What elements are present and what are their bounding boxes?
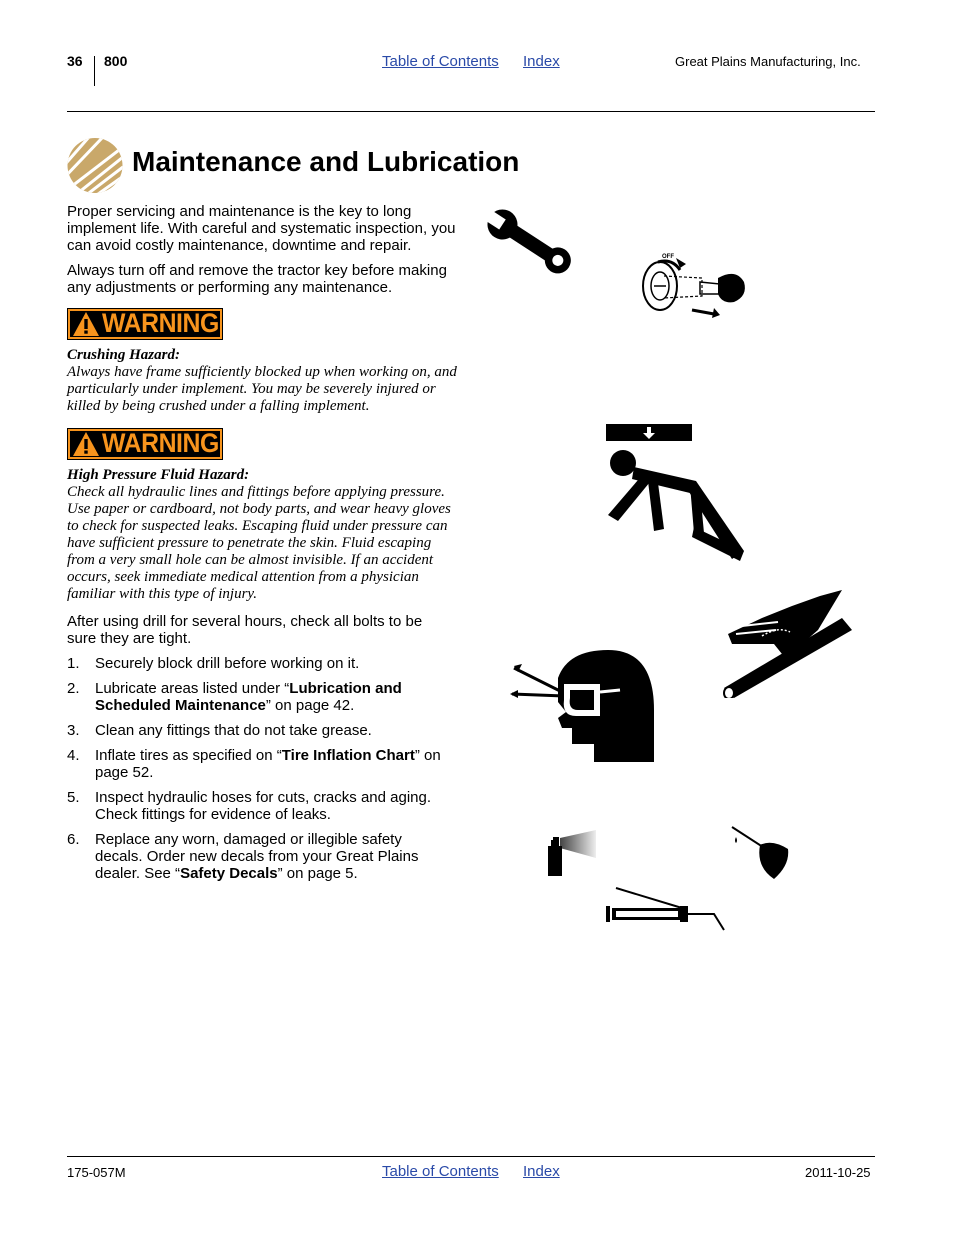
warning-banner-2 [67,428,223,460]
header-divider [94,56,95,86]
model-number: 800 [104,53,128,69]
warning-label-2: WARNING [102,428,219,458]
footer-toc-link[interactable]: Table of Contents [382,1163,499,1180]
document-date: 2011-10-25 [805,1165,871,1180]
company-name: Great Plains Manufacturing, Inc. [675,54,861,69]
header-rule [67,111,875,112]
spray-can-icon [544,828,598,878]
warning-triangle-icon [72,431,100,457]
warning-2-text: Check all hydraulic lines and fittings before applying pressure. Use paper or cardboard, not body parts, and wear heavy gloves to check for suspected leaks. Escaping fluid under pressure can have sufficient pressure to penetrate the skin. Fluid escaping from a very small hole can be almost invisible. If an accident occurs, seek immediate medical attention from a physician familiar with this type of injury. [67,484,451,602]
header-index-link[interactable]: Index [523,53,560,70]
ignition-key-icon [640,248,750,323]
warning-banner-1 [67,308,223,340]
section-logo-icon [67,137,123,194]
eye-protection-icon [508,648,658,766]
document-number: 175-057M [67,1165,126,1180]
page-number: 36 [67,53,83,69]
footer-rule [67,1156,875,1157]
svg-text:OFF: OFF [662,254,674,260]
page-title: Maintenance and Lubrication [132,146,520,177]
footer-index-link[interactable]: Index [523,1163,560,1180]
wrench-icon [483,203,579,283]
intro-paragraph-1: Proper servicing and maintenance is the key to long implement life. With careful and systematic inspection, you can avoid costly maintenance, downtime and repair. [67,203,456,254]
warning-triangle-icon [72,311,100,337]
intro-paragraph-2: Always turn off and remove the tractor key before making any adjustments or performing any maintenance. [67,262,447,296]
crushing-hazard-icon [604,423,746,565]
bolt-check-paragraph: After using drill for several hours, check all bolts to be sure they are tight. [67,613,423,647]
warning-2-heading: High Pressure Fluid Hazard: [67,467,250,483]
oil-can-icon [730,823,792,879]
header-toc-link[interactable]: Table of Contents [382,53,499,70]
fluid-injection-hand-icon [722,588,854,698]
grease-gun-icon [604,886,728,932]
warning-1-heading: Crushing Hazard: [67,347,180,363]
warning-label-1: WARNING [102,308,219,338]
warning-1-text: Always have frame sufficiently blocked up when working on, and particularly under implement. You may be severely injured or killed by being crushed under a falling implement. [67,364,457,414]
